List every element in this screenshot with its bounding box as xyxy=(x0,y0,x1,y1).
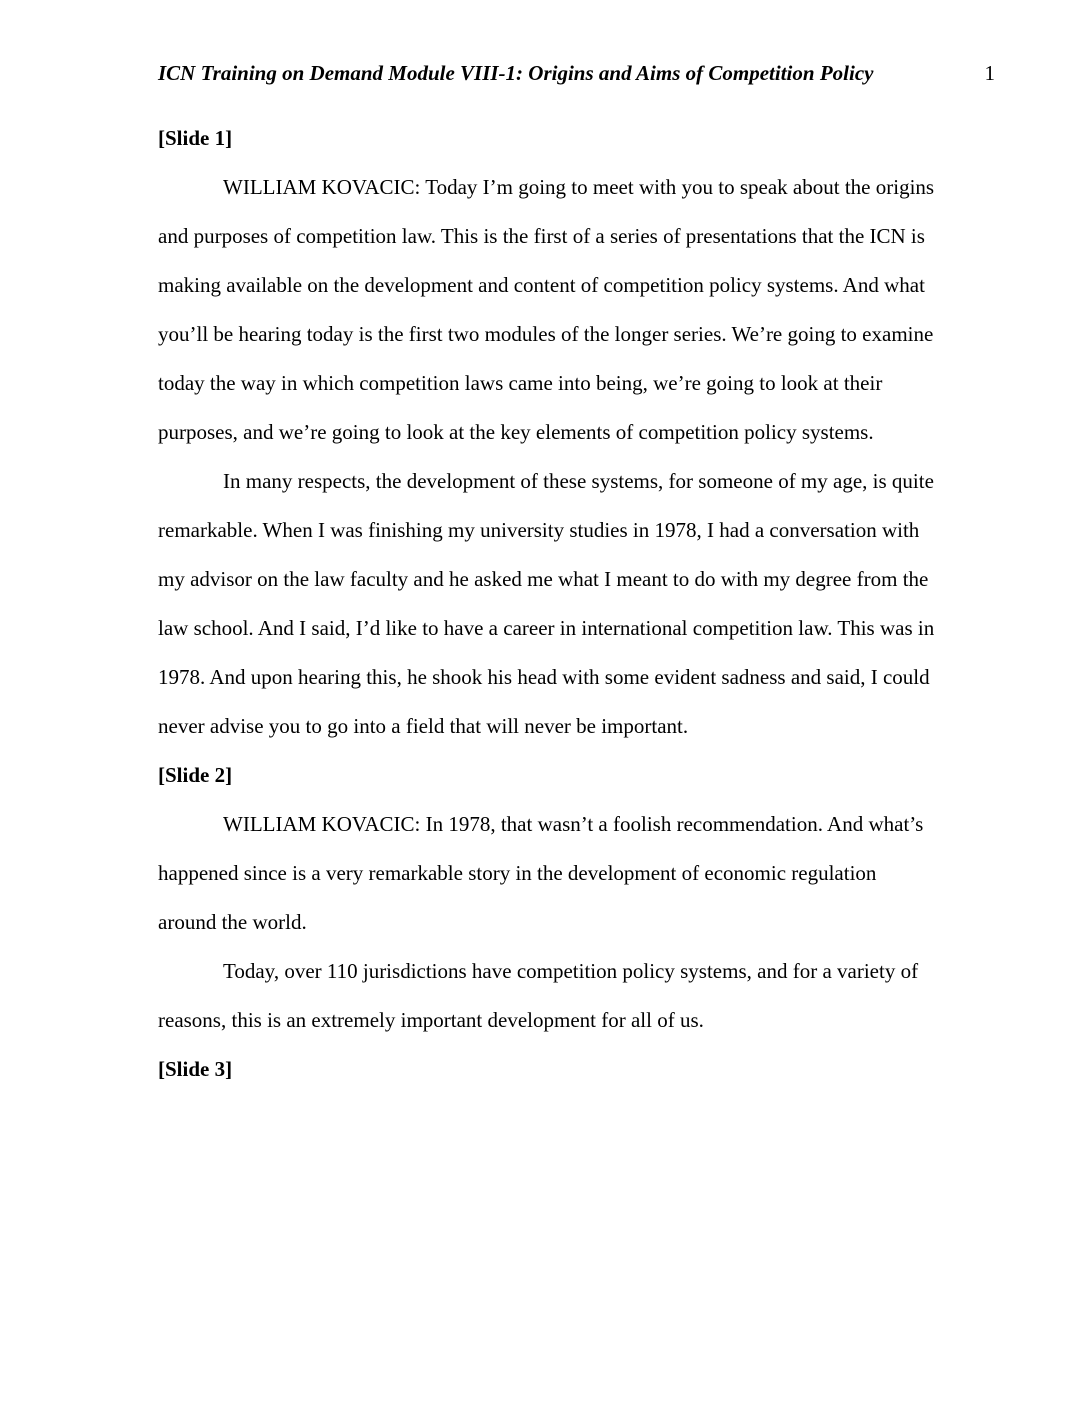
paragraph: Today, over 110 jurisdictions have competition policy systems, and for a variety of reasons, this is an extremely important development for all of us. xyxy=(158,959,919,1032)
document-body xyxy=(158,114,938,1094)
header-title: ICN Training on Demand Module VIII-1: Origins and Aims of Competition Policy xyxy=(158,61,874,85)
slide-marker: [Slide 2] xyxy=(158,763,233,787)
paragraph: WILLIAM KOVACIC: Today I’m going to meet with you to speak about the origins and purposes of competition law. This is the first of a series of presentations that the ICN is making available on the development and content of competition policy systems. And what you’ll be hearing today is the first two modules of the longer series. We’re going to examine today the way in which competition laws came into being, we’re going to look at their purposes, and we’re going to look at the key elements of competition policy systems. xyxy=(158,175,935,444)
page-header xyxy=(158,60,995,86)
slide-marker: [Slide 1] xyxy=(158,126,233,150)
slide-marker: [Slide 3] xyxy=(158,1057,233,1081)
page-number: 1 xyxy=(984,61,995,85)
paragraph: WILLIAM KOVACIC: In 1978, that wasn’t a foolish recommendation. And what’s happened since is a very remarkable story in the development of economic regulation around the world. xyxy=(158,812,924,934)
paragraph: In many respects, the development of these systems, for someone of my age, is quite remarkable. When I was finishing my university studies in 1978, I had a conversation with my advisor on the law faculty and he asked me what I meant to do with my degree from the law school. And I said, I’d like to have a career in international competition law. This was in 1978. And upon hearing this, he shook his head with some evident sadness and said, I could never advise you to go into a field that will never be important. xyxy=(158,469,935,738)
